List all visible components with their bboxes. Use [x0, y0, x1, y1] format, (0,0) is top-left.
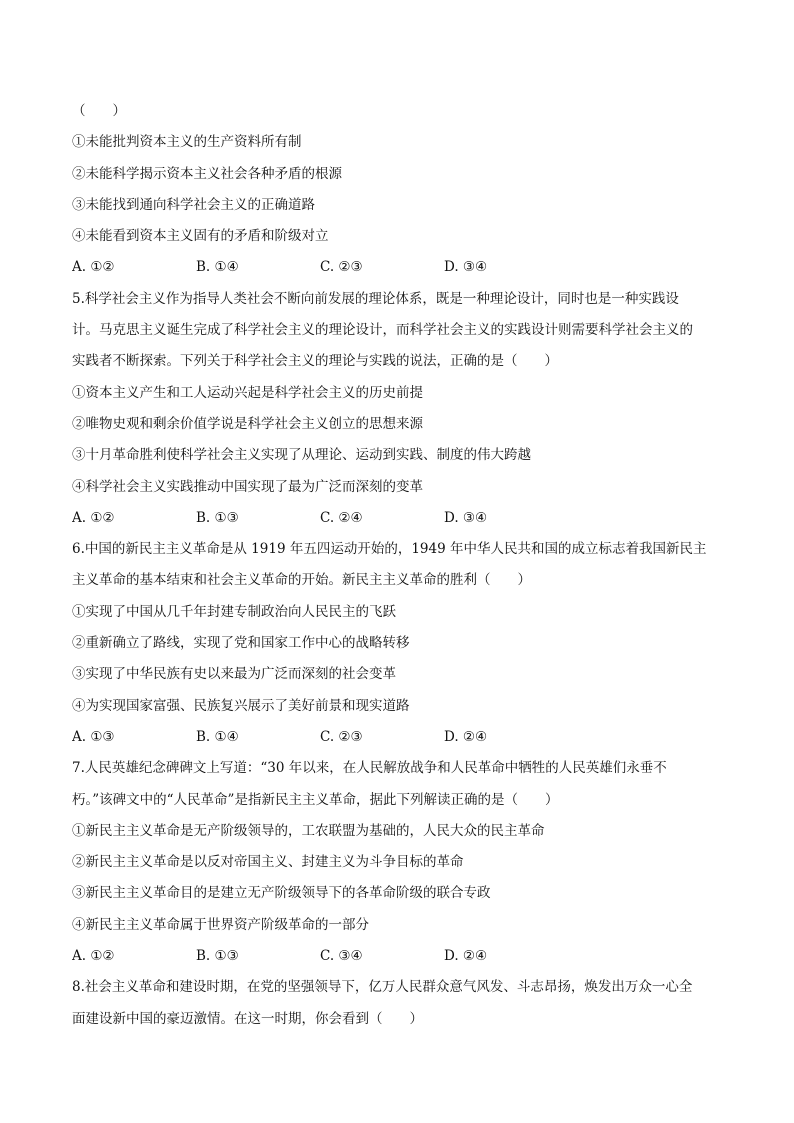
q5-option-a: A. ①② [72, 509, 115, 526]
q6-statement-2: ②重新确立了路线，实现了党和国家工作中心的战略转移 [72, 635, 410, 652]
q5-statement-4: ④科学社会主义实践推动中国实现了最为广泛而深刻的变革 [72, 478, 423, 495]
q6-statement-1: ①实现了中国从几千年封建专制政治向人民民主的飞跃 [72, 603, 396, 620]
q4-option-b: B. ①④ [196, 259, 239, 276]
q7-option-c: C. ③④ [320, 948, 363, 965]
q8-stem-line-1: 8.社会主义革命和建设时期，在党的坚强领导下，亿万人民群众意气风发、斗志昂扬，焕发出万众一心全 [72, 979, 693, 996]
q5-stem-line-3: 实践者不断探索。下列关于科学社会主义的理论与实践的说法，正确的是（ ） [72, 353, 558, 370]
q6-option-b: B. ①④ [196, 728, 239, 745]
q7-option-a: A. ①② [72, 948, 115, 965]
q7-stem-line-2: 朽。”该碑文中的“人民革命”是指新民主主义革命，据此下列解读正确的是（ ） [72, 791, 559, 808]
q4-options [72, 252, 724, 283]
q7-statement-1: ①新民主主义革命是无产阶级领导的，工农联盟为基础的，人民大众的民主革命 [72, 822, 545, 839]
q7-option-b: B. ①③ [196, 948, 239, 965]
q6-stem-line-1: 6.中国的新民主主义革命是从 1919 年五四运动开始的，1949 年中华人民共和国的成立标志着我国新民主 [72, 541, 707, 558]
q4-option-a: A. ①② [72, 259, 115, 276]
q4-option-d: D. ③④ [444, 259, 488, 276]
q4-statement-3: ③未能找到通向科学社会主义的正确道路 [72, 196, 315, 213]
q4-statement-1: ①未能批判资本主义的生产资料所有制 [72, 134, 302, 151]
q6-option-c: C. ②③ [320, 728, 363, 745]
q7-statement-3: ③新民主主义革命目的是建立无产阶级领导下的各革命阶级的联合专政 [72, 885, 491, 902]
q4-statement-4: ④未能看到资本主义固有的矛盾和阶级对立 [72, 228, 329, 245]
q4-answer-bracket: （ ） [72, 103, 126, 119]
q8-stem-line-2: 面建设新中国的豪迈激情。在这一时期，你会看到（ ） [72, 1010, 423, 1027]
q6-statement-3: ③实现了中华民族有史以来最为广泛而深刻的社会变革 [72, 666, 396, 683]
q6-options [72, 722, 724, 753]
q6-stem-line-2: 主义革命的基本结束和社会主义革命的开始。新民主主义革命的胜利（ ） [72, 572, 531, 589]
q7-option-d: D. ②④ [444, 948, 488, 965]
q5-option-b: B. ①③ [196, 509, 239, 526]
q7-statement-4: ④新民主主义革命属于世界资产阶级革命的一部分 [72, 916, 369, 933]
q5-options [72, 503, 724, 534]
q6-statement-4: ④为实现国家富强、民族复兴展示了美好前景和现实道路 [72, 697, 410, 714]
q4-statement-2: ②未能科学揭示资本主义社会各种矛盾的根源 [72, 165, 342, 182]
q5-statement-3: ③十月革命胜利使科学社会主义实现了从理论、运动到实践、制度的伟大跨越 [72, 447, 531, 464]
q5-option-d: D. ③④ [444, 509, 488, 526]
q7-stem-line-1: 7.人民英雄纪念碑碑文上写道：“30 年以来，在人民解放战争和人民革命中牺牲的人民英雄们永垂不 [72, 760, 667, 777]
q4-option-c: C. ②③ [320, 259, 363, 276]
q7-options [72, 941, 724, 972]
q5-statement-2: ②唯物史观和剩余价值学说是科学社会主义创立的思想来源 [72, 415, 423, 432]
q6-option-a: A. ①③ [72, 728, 115, 745]
q5-stem-line-1: 5.科学社会主义作为指导人类社会不断向前发展的理论体系，既是一种理论设计，同时也是一种实践设 [72, 290, 679, 307]
q7-statement-2: ②新民主主义革命是以反对帝国主义、封建主义为斗争目标的革命 [72, 854, 464, 871]
exam-page [72, 96, 724, 1035]
q5-option-c: C. ②④ [320, 509, 363, 526]
q5-statement-1: ①资本主义产生和工人运动兴起是科学社会主义的历史前提 [72, 384, 423, 401]
q5-stem-line-2: 计。马克思主义诞生完成了科学社会主义的理论设计，而科学社会主义的实践设计则需要科学社会主义的 [72, 322, 693, 339]
q6-option-d: D. ②④ [444, 728, 488, 745]
